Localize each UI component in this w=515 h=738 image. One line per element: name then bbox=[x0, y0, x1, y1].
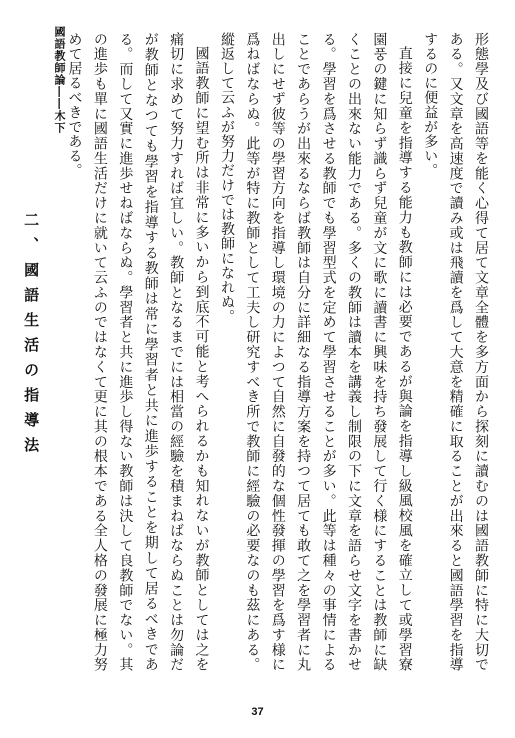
paragraph-2: 直接に兒童を指導する能力も教師には必要であるが與論を指導し級風校風を確立して或學習寮園풍の鍵に知らず識らず兒童が文に歌に讀書に興味を持ち發展して行く様にすることは教師に缺くことの出來ない能力である。多くの教師は讀本を講義し制限の下に文章を語らせ文字を書かせる。學習を爲させる教師でも學習型式を定めて學習させることが多い。此等は種々の事情によることであらうが出來るならば教師は自分に詳細なる指導方案を持つて居ても敢て之を學習者に丸出しにせず彼等の學習方向を指導し環境の力によつて自然に自發的な個性發揮の學習を爲す様に爲ねばならぬ。此等が特に教師として工夫し研究すべき所で教師に經驗の必要なのも茲にある。縱返して云ふが努力だけでは教師になれぬ。 bbox=[218, 32, 413, 672]
page-number: 37 bbox=[251, 706, 264, 718]
body-text bbox=[23, 32, 493, 672]
running-header: 國語教師論――木下 bbox=[53, 26, 66, 134]
section-heading: 二、國語生活の指導法 bbox=[22, 212, 41, 462]
paragraph-1: 形態學及び國語等を能く心得て居て文章全體を多方面から探刻に讀むのは國語教師に特に大切である。又文章を高速度で讀み或は飛讀を爲して大意を精確に取ることが出來ると國語學習を指導するのに便益が多い。 bbox=[422, 32, 489, 672]
paragraph-3: 國語教師に望む所は非常に多いから到底不可能と考へられるかも知れないが教師としては之を痛切に求めて努力すれば宜しい。教師となるまでには相當の經驗を積まねばならぬことは勿論だが教師となつても學習を指導する教師は常に學習者と共に進歩することを期して居るべきである。而して又實に進歩せねばならぬ。學習者と共に進歩し得ない教師は決して良教師でない。其の進歩も單に國語生活だけに就いて云ふのではなくて更に其の根本である全人格の發展に極力努めて居るべきである。 bbox=[66, 32, 210, 672]
